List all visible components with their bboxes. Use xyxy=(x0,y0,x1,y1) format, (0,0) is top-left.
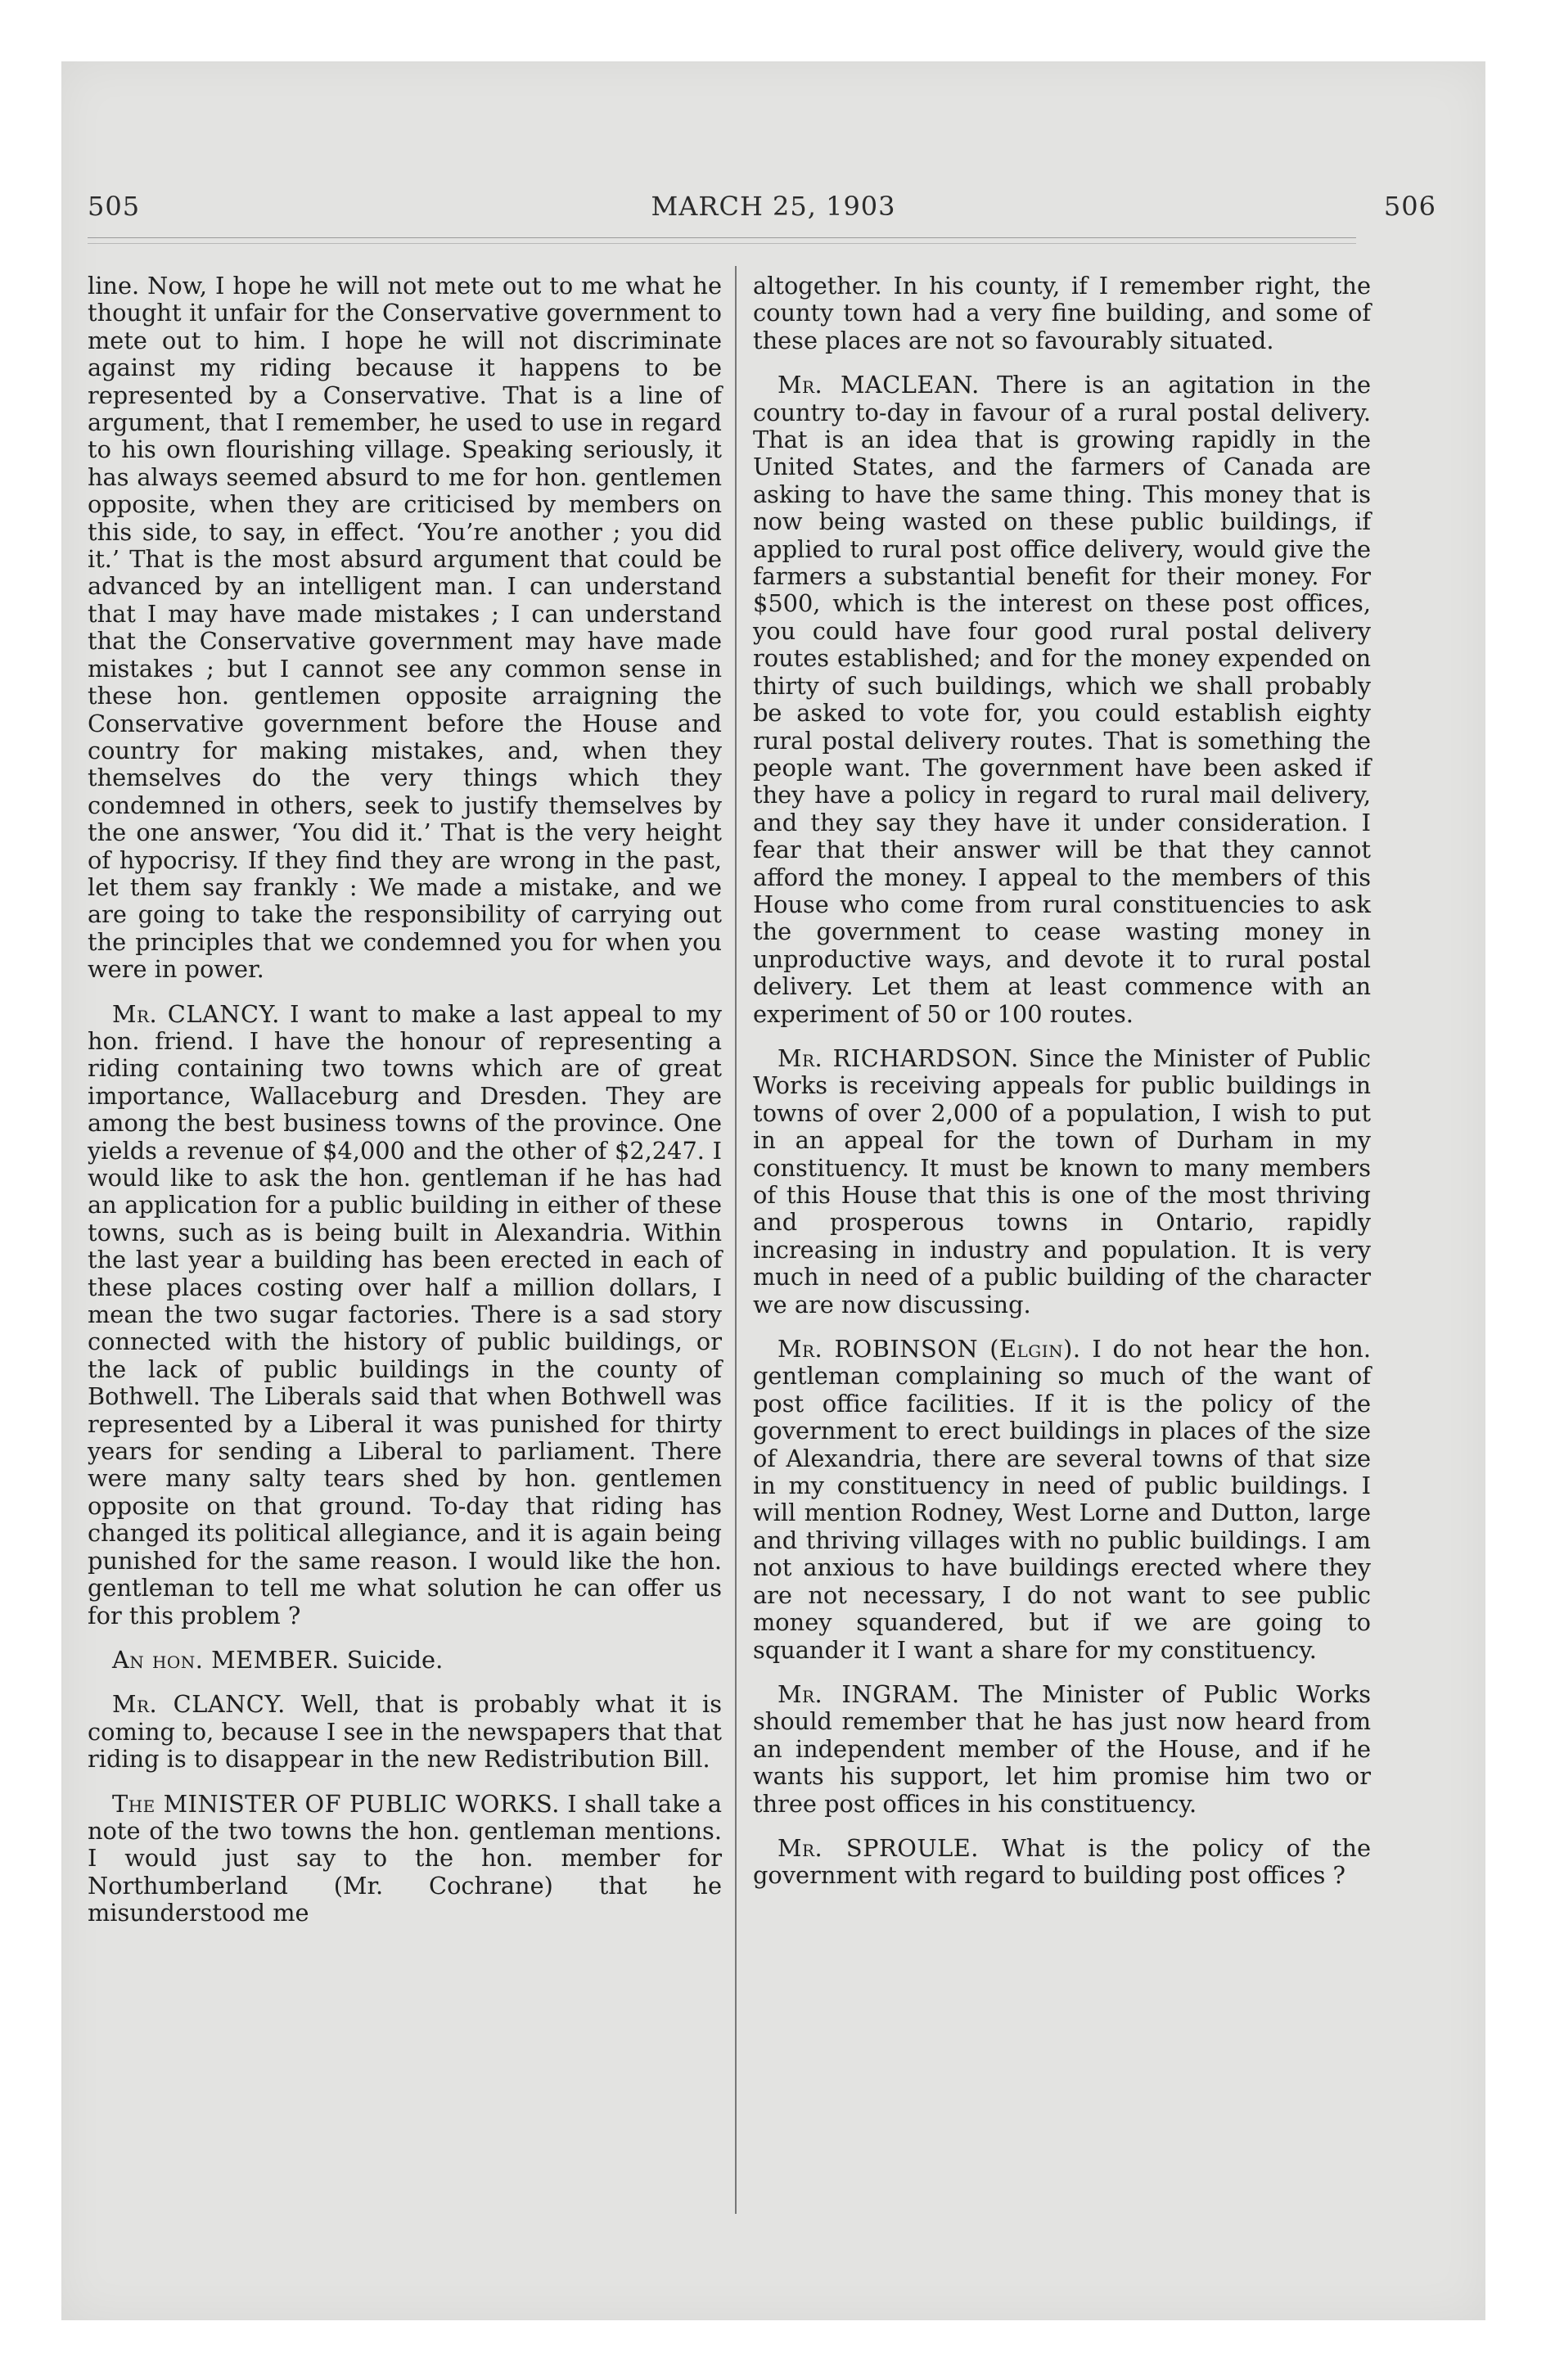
paragraph xyxy=(88,1001,722,1629)
paragraph-text: The Minister of Public Works should remember that he has just now heard from an independent member of the House, and if he wants his support, let him promise him two or three post offices in his constituency. xyxy=(753,1679,1372,1818)
page-number-right: 506 xyxy=(1383,191,1436,222)
speaker-name: Mr. CLANCY. xyxy=(112,999,280,1028)
paragraph-text: There is an agitation in the country to-day in favour of a rural postal delivery. That is an idea that is growing rapidly in the United States, and the farmers of Canada are asking to have the same thing. This money that is now being wasted on these public buildings, if applied to rural post office delivery, would give the farmers a substantial benefit for their money. For $500, which is the interest on these post offices, you could have four good rural postal delivery routes established; and for the money expended on thirty of such buildings, which we shall probably be asked to vote for, you could establish eighty rural postal delivery routes. That is something the people want. The government have been asked if they have a policy in regard to rural mail delivery, and they say they have it under consideration. I fear that their answer will be that they cannot afford the money. I appeal to the members of this House who come from rural constituencies to ask the government to cease wasting money in unproductive ways, and devote it to rural postal delivery. Let them at least commence with an experiment of 50 or 100 routes. xyxy=(753,371,1371,1028)
paragraph xyxy=(753,1681,1371,1818)
speaker-name: Mr. CLANCY. xyxy=(112,1690,286,1719)
speaker-name: Mr. SPROULE. xyxy=(778,1833,979,1862)
speaker-name: The MINISTER OF PUBLIC WORKS. xyxy=(112,1789,560,1818)
speaker-name: Mr. ROBINSON (Elgin). xyxy=(778,1335,1081,1364)
paragraph-text: Suicide. xyxy=(346,1645,444,1674)
paragraph xyxy=(88,1691,722,1773)
paragraph xyxy=(753,1045,1371,1318)
paragraph xyxy=(753,1336,1371,1664)
paragraph-text: I shall take a note of the two towns the hon. gentleman mentions. I would just say to the hon. member for Northumberland (Mr. Cochrane) that he misunderstood me xyxy=(88,1789,723,1927)
speaker-name: Mr. MACLEAN. xyxy=(778,371,980,399)
paragraph xyxy=(753,372,1371,1028)
scanned-page xyxy=(61,61,1485,2320)
page-title-date: MARCH 25, 1903 xyxy=(651,191,896,222)
paragraph-text: Since the Minister of Public Works is receiving appeals for public buildings in towns of over 2,000 of a population, I wish to put in an appeal for the town of Durham in my constituency. It must be known to many members of this House that this is one of the most thriving and prosperous towns in Ontario, rapidly increasing in industry and population. It is very much in need of a public building of the character we are now discussing. xyxy=(753,1044,1372,1318)
paragraph xyxy=(88,273,722,984)
paragraph xyxy=(88,1647,722,1674)
left-column xyxy=(88,273,722,1945)
paragraph xyxy=(753,273,1371,354)
paragraph xyxy=(753,1835,1371,1890)
paragraph-text: I want to make a last appeal to my hon. friend. I have the honour of representing a riding containing two towns which are of great importance, Wallaceburg and Dresden. They are among the best business towns of the province. One yields a revenue of $4,000 and the other of $2,247. I would like to ask the hon. gentleman if he has had an application for a public building in either of these towns, such as is being built in Alexandria. Within the last year a building has been erected in each of these places costing over half a million dollars, I mean the two sugar factories. There is a sad story connected with the history of public buildings, or the lack of public buildings in the county of Bothwell. The Liberals said that when Bothwell was represented by a Liberal it was punished for thirty years for sending a Liberal to parliament. There were many salty tears shed by hon. gentlemen opposite on that ground. To-day that riding has changed its political allegiance, and it is again being punished for the same reason. I would like the hon. gentleman to tell me what solution he can offer us for this problem ? xyxy=(88,999,722,1629)
header-rule xyxy=(88,237,1356,238)
header-rule-secondary xyxy=(88,243,1356,244)
column-divider xyxy=(735,266,737,2214)
right-column xyxy=(753,273,1371,1907)
speaker-name: Mr. INGRAM. xyxy=(778,1679,960,1708)
paragraph-text: altogether. In his county, if I remember right, the county town had a very fine building, and some of these places are not so favourably situated. xyxy=(753,272,1371,354)
page-number-left: 505 xyxy=(88,191,141,222)
paragraph-text: Well, that is probably what it is coming to, because I see in the newspapers that that riding is to disappear in the new Redistribution Bill. xyxy=(88,1690,722,1774)
paragraph-text: What is the policy of the government with regard to building post offices ? xyxy=(753,1833,1372,1890)
speaker-name: Mr. RICHARDSON. xyxy=(778,1044,1019,1072)
paragraph-text: line. Now, I hope he will not mete out to me what he thought it unfair for the Conservative government to mete out to him. I hope he will not discriminate against my riding because it happens to be represented by a Conservative. That is a line of argument, that I remember, he used to use in regard to his own flourishing village. Speaking seriously, it has always seemed absurd to me for hon. gentlemen opposite, when they are criticised by members on this side, to say, in effect. ‘You’re another ; you did it.’ That is the most absurd argument that could be advanced by an intelligent man. I can understand that I may have made mistakes ; I can understand that the Conservative government may have made mistakes ; but I cannot see any common sense in these hon. gentlemen opposite arraigning the Conservative government before the House and country for making mistakes, and, when they themselves do the very things which they condemned in others, seek to justify themselves by the one answer, ‘You did it.’ That is the very height of hypocrisy. If they find they are wrong in the past, let them say frankly : We made a mistake, and we are going to take the responsibility of carrying out the principles that we condemned you for when you were in power. xyxy=(88,272,722,984)
paragraph-text: I do not hear the hon. gentleman complaining so much of the want of post office facilities. If it is the policy of the government to erect buildings in places of the size of Alexandria, there are several towns of that size in my constituency in need of public buildings. I will mention Rodney, West Lorne and Dutton, large and thriving villages with no public buildings. I am not anxious to have buildings erected where they are not necessary, I do not want to see public money squandered, but if we are going to squander it I want a share for my constituency. xyxy=(753,1335,1371,1664)
speaker-name: An hon. MEMBER. xyxy=(112,1645,340,1674)
paragraph xyxy=(88,1791,722,1927)
